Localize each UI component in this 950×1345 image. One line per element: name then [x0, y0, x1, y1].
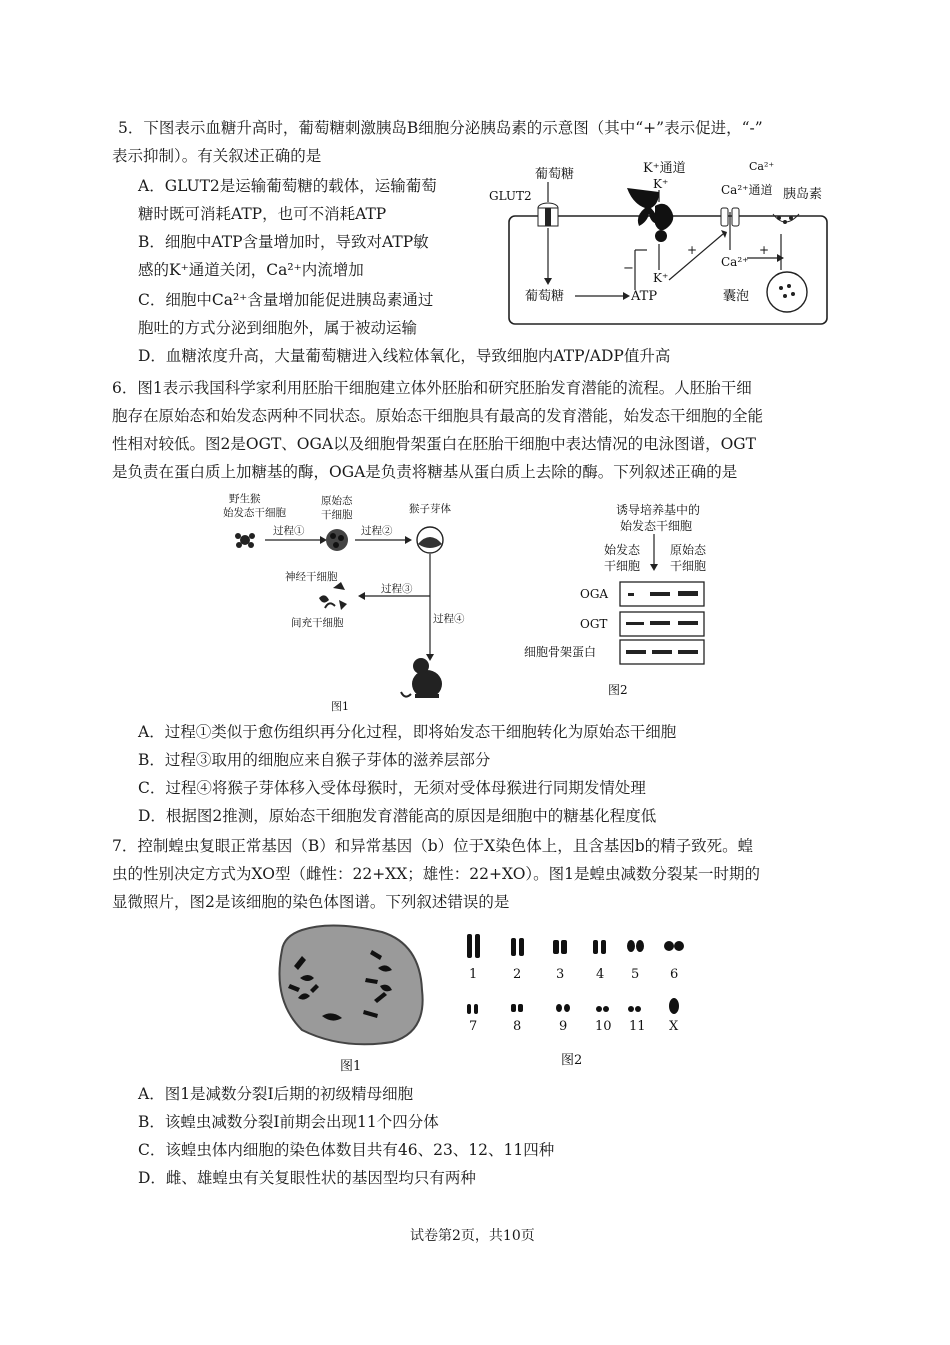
col-naive-2: 干细胞 — [670, 559, 707, 573]
q5-option-c-line2: 胞吐的方式分泌到细胞外，属于被动运输 — [138, 319, 418, 337]
insulin-label: 胰岛素 — [783, 187, 823, 202]
naive-cells-icon — [326, 529, 348, 551]
process4-label: 过程④ — [433, 613, 465, 625]
q5-option-a-line1: A．GLUT2是运输葡萄糖的载体，运输葡萄 — [138, 177, 437, 195]
row-cytoskeleton-label: 细胞骨架蛋白 — [524, 645, 597, 659]
page-footer: 试卷第2页，共10页 — [410, 1228, 535, 1244]
ca-inside-label: Ca²⁺ — [721, 255, 749, 269]
q7-stem-line3: 显微照片，图2是该细胞的染色体图谱。下列叙述错误的是 — [112, 893, 510, 911]
q6-stem-line2: 胞存在原始态和始发态两种不同状态。原始态干细胞具有最高的发育潜能，始发态干细胞的全能 — [112, 407, 764, 425]
glucose-outside-label: 葡萄糖 — [535, 167, 575, 182]
q6-option-a: A．过程①类似于愈伤组织再分化过程，即将始发态干细胞转化为原始态干细胞 — [138, 723, 677, 741]
glucose-inside-label: 葡萄糖 — [525, 289, 565, 304]
primed-cells-icon — [235, 533, 255, 548]
q6-stem-line1: 6．图1表示我国科学家利用胚胎干细胞建立体外胚胎和研究胚胎发育潜能的流程。人胚胎干细 — [112, 379, 752, 397]
q7-option-c: C．该蝗虫体内细胞的染色体数目共有46、23、12、11四种 — [138, 1141, 555, 1159]
q7-option-b: B．该蝗虫减数分裂Ⅰ前期会出现11个四分体 — [138, 1113, 439, 1131]
promote-plus-sign-1: + — [687, 243, 698, 257]
cell-outline — [280, 925, 423, 1044]
naive-label-2: 干细胞 — [321, 509, 353, 521]
q7-figure2-karyotype — [455, 928, 705, 1074]
wild-monkey-label: 野生猴 — [229, 493, 261, 505]
k-atp-channel-icon — [627, 188, 673, 242]
q7-fig1-caption: 图1 — [340, 1059, 362, 1074]
karyotype-label-7: 7 — [469, 1019, 478, 1034]
mesenchymal-label: 间充干细胞 — [291, 617, 344, 629]
primed-stem-cell-label: 始发态干细胞 — [223, 507, 286, 519]
karyotype-label-11: 11 — [629, 1019, 646, 1034]
k-plus-top-label: K⁺ — [653, 177, 669, 191]
process2-label: 过程② — [361, 525, 393, 537]
q7-option-a: A．图1是减数分裂Ⅰ后期的初级精母细胞 — [138, 1085, 414, 1103]
karyotype-label-8: 8 — [513, 1019, 522, 1034]
q7-option-d: D．雌、雄蝗虫有关复眼性状的基因型均只有两种 — [138, 1169, 476, 1187]
blastoid-label: 猴子芽体 — [409, 503, 451, 515]
atp-label: ATP — [631, 289, 658, 304]
q6-option-c: C．过程④将猴子芽体移入受体母猴时，无须对受体母猴进行同期发情处理 — [138, 779, 646, 797]
karyotype-label-x: X — [669, 1019, 679, 1034]
ca-top-label: Ca²⁺ — [749, 160, 775, 173]
derived-cells-icon — [319, 582, 347, 610]
process1-label: 过程① — [273, 525, 305, 537]
karyotype-label-2: 2 — [513, 967, 522, 982]
q6-fig1-caption: 图1 — [331, 700, 349, 713]
q5-beta-cell-diagram — [485, 150, 845, 330]
q6-option-d: D．根据图2推测，原始态干细胞发育潜能高的原因是细胞中的糖基化程度低 — [138, 807, 657, 825]
promote-plus-sign-2: + — [759, 243, 770, 257]
inhibit-minus-sign: − — [623, 261, 634, 276]
karyotype-label-1: 1 — [469, 967, 478, 982]
monkey-icon — [401, 658, 442, 698]
q6-stem-line3: 性相对较低。图2是OGT、OGA以及细胞骨架蛋白在胚胎干细胞中表达情况的电泳图谱，OGT — [112, 435, 757, 453]
karyotype-label-9: 9 — [559, 1019, 568, 1034]
vesicle-icon — [767, 272, 807, 312]
k-channel-label: K⁺通道 — [643, 161, 686, 176]
karyotype-label-6: 6 — [670, 967, 679, 982]
karyotype-chromosomes-icon — [467, 934, 684, 1014]
row-ogt-label: OGT — [580, 617, 608, 631]
ca-channel-label: Ca²⁺通道 — [721, 183, 773, 197]
k-plus-bottom-label: K⁺ — [653, 271, 669, 285]
q5-stem-line2: 表示抑制）。有关叙述正确的是 — [112, 147, 322, 165]
q5-option-b-line2: 感的K⁺通道关闭，Ca²⁺内流增加 — [138, 261, 364, 279]
karyotype-label-5: 5 — [631, 967, 640, 982]
karyotype-label-10: 10 — [595, 1019, 612, 1034]
blastoid-icon — [417, 527, 443, 553]
q7-stem-line2: 虫的性别决定方式为XO型（雌性：22+XX；雄性：22+XO）。图1是蝗虫减数分裂某一时期的 — [112, 865, 761, 883]
q6-fig2-caption: 图2 — [608, 683, 628, 697]
q6-figure1-flowchart — [215, 488, 485, 716]
q7-stem-line1: 7．控制蝗虫复眼正常基因（B）和异常基因（b）位于X染色体上，且含基因b的精子致死。蝗 — [112, 837, 754, 855]
induced-header-1: 诱导培养基中的 — [616, 503, 701, 517]
karyotype-label-3: 3 — [556, 967, 565, 982]
glut2-transporter-icon — [538, 203, 558, 226]
glut2-label: GLUT2 — [489, 189, 532, 203]
process3-label: 过程③ — [381, 583, 413, 595]
neural-stem-label: 神经干细胞 — [285, 571, 338, 583]
karyotype-label-4: 4 — [596, 967, 605, 982]
q6-stem-line4: 是负责在蛋白质上加糖基的酶，OGA是负责将糖基从蛋白质上去除的酶。下列叙述正确的是 — [112, 463, 738, 481]
q7-fig2-caption: 图2 — [561, 1053, 583, 1068]
induced-header-2: 始发态干细胞 — [620, 519, 693, 533]
q5-option-b-line1: B．细胞中ATP含量增加时，导致对ATP敏 — [138, 233, 429, 251]
vesicle-label: 囊泡 — [723, 289, 750, 304]
q5-option-d: D．血糖浓度升高，大量葡萄糖进入线粒体氧化，导致细胞内ATP/ADP值升高 — [138, 347, 671, 365]
naive-label-1: 原始态 — [321, 495, 353, 507]
q6-figure2-electrophoresis — [522, 498, 742, 698]
q5-option-c-line1: C．细胞中Ca²⁺含量增加能促进胰岛素通过 — [138, 291, 434, 309]
q6-option-b: B．过程③取用的细胞应来自猴子芽体的滋养层部分 — [138, 751, 491, 769]
col-primed-1: 始发态 — [604, 543, 641, 557]
q7-figure1-micrograph — [262, 920, 442, 1080]
q5-stem-line1: 5．下图表示血糖升高时，葡萄糖刺激胰岛B细胞分泌胰岛素的示意图（其中“+”表示促进，“-” — [118, 119, 763, 137]
q5-option-a-line2: 糖时既可消耗ATP，也可不消耗ATP — [138, 205, 387, 223]
row-oga-label: OGA — [580, 587, 609, 601]
col-naive-1: 原始态 — [670, 543, 707, 557]
col-primed-2: 干细胞 — [604, 559, 641, 573]
